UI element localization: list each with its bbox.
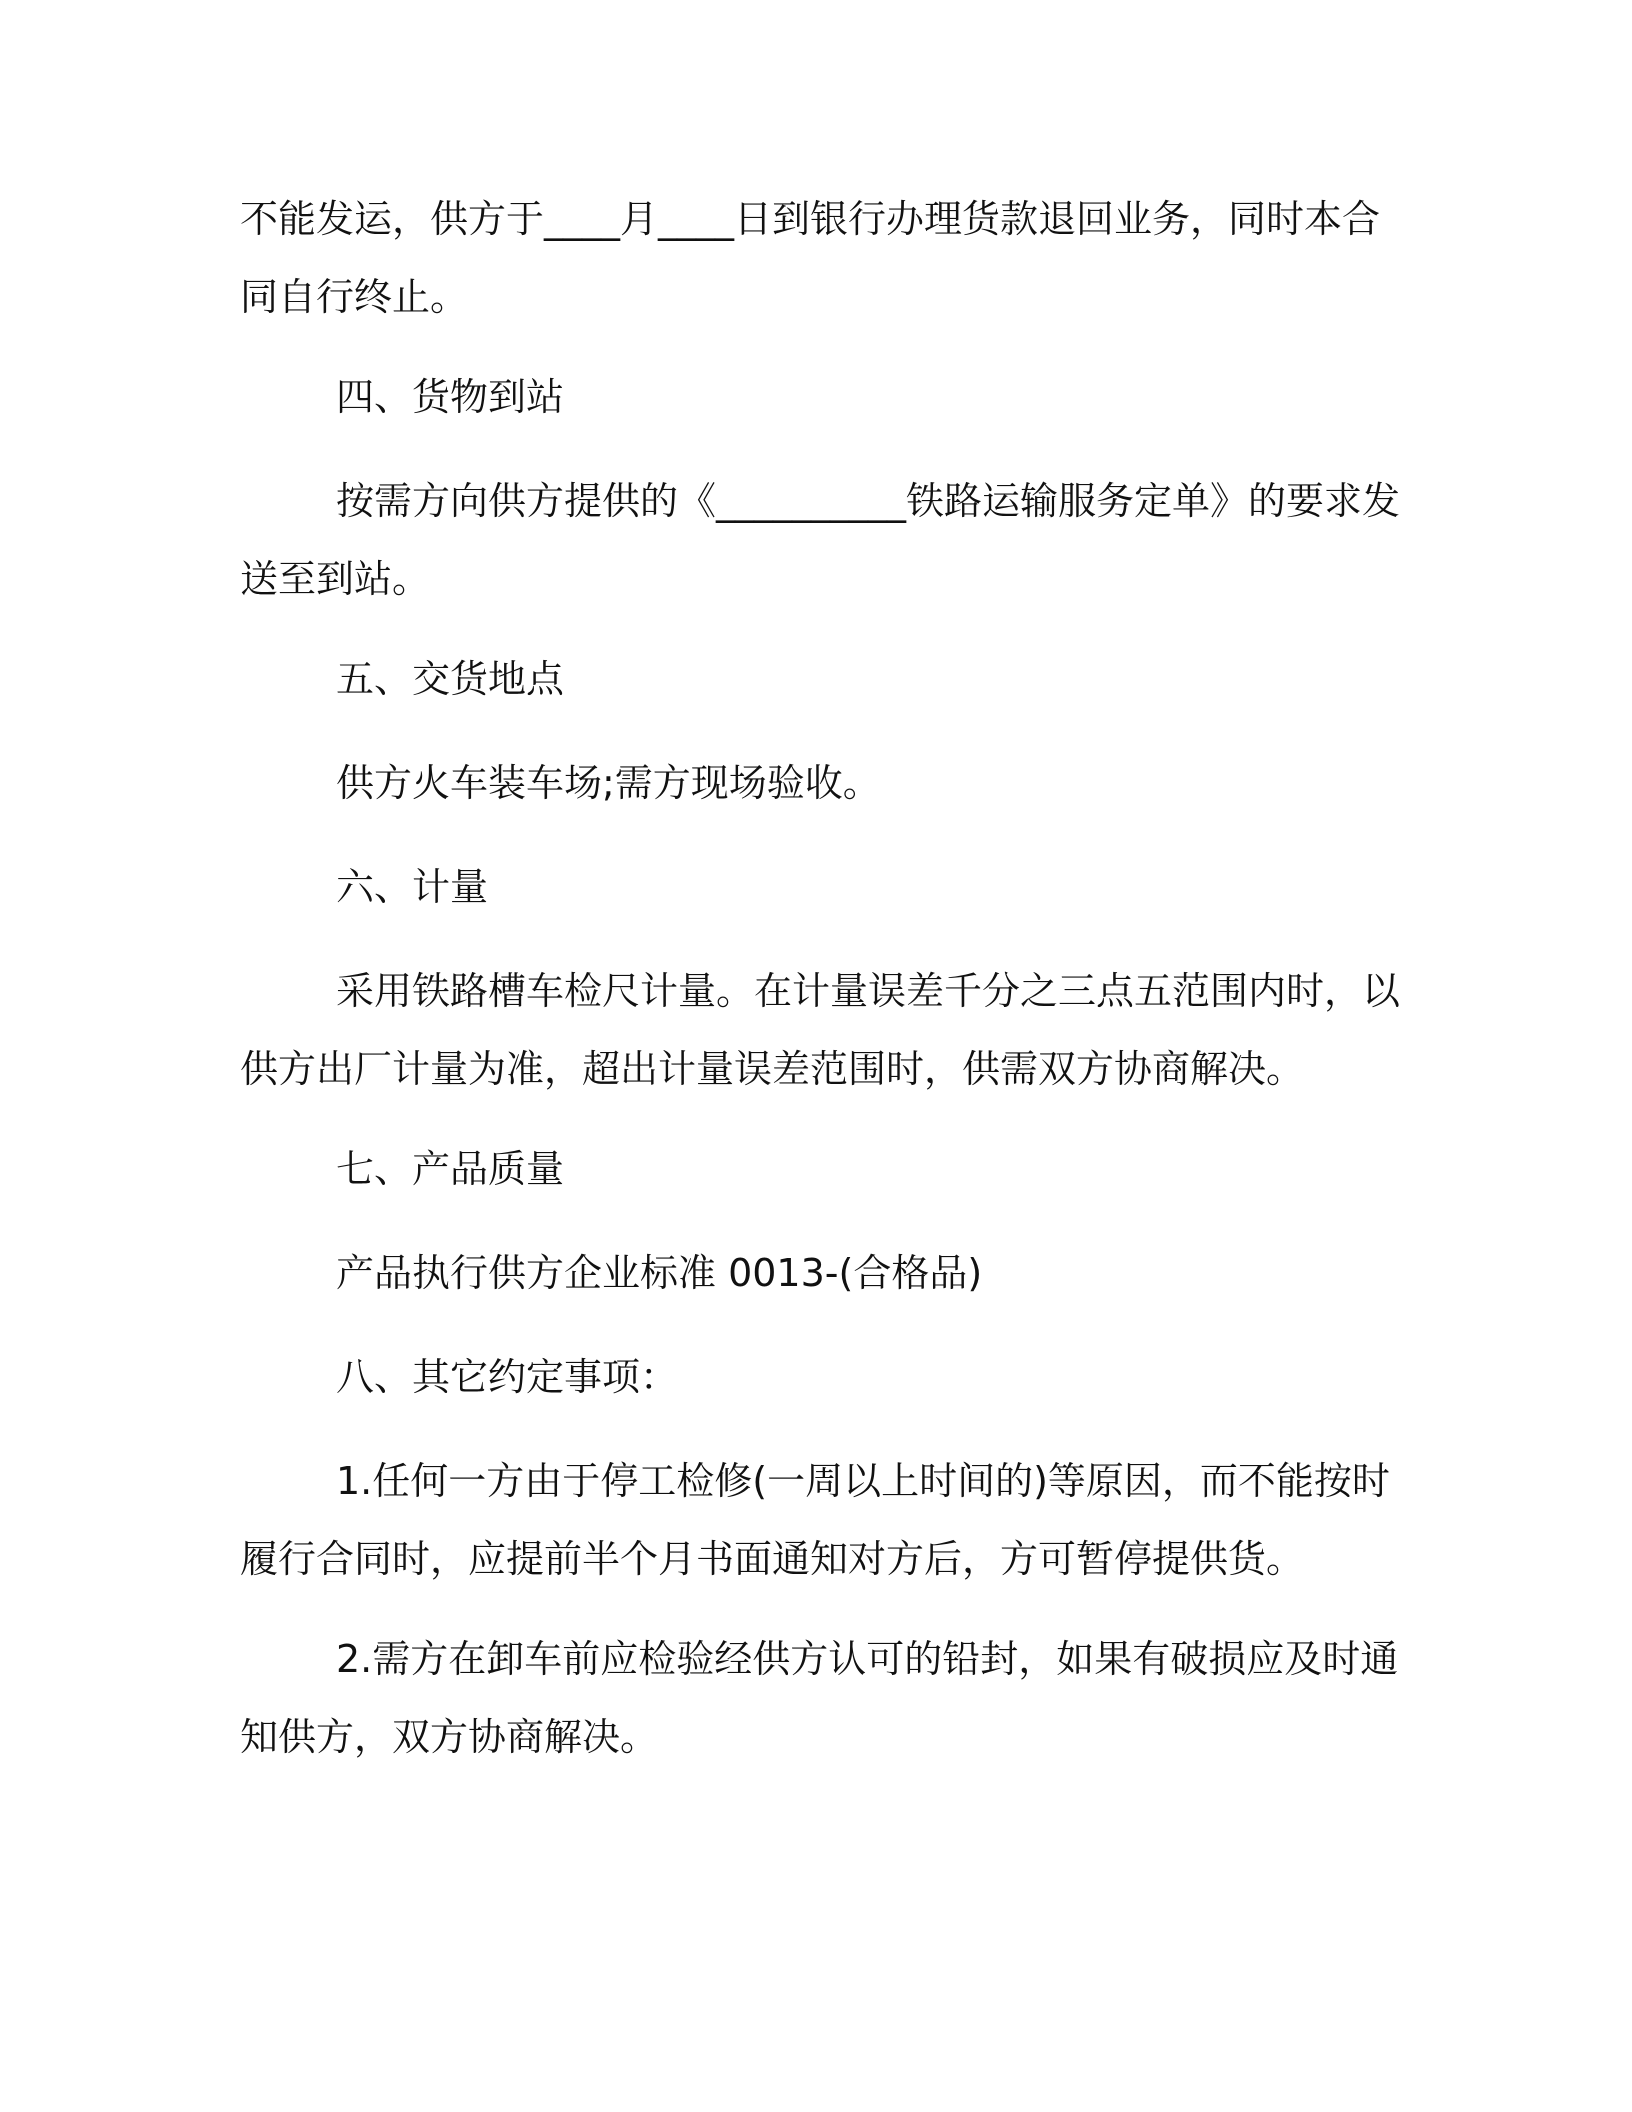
paragraph-term-1: 1.任何一方由于停工检修(一周以上时间的)等原因，而不能按时履行合同时，应提前半个月书面通知对方后，方可暂停提供货。 xyxy=(240,1459,1390,1581)
paragraph-term-2: 2.需方在卸车前应检验经供方认可的铅封，如果有破损应及时通知供方，双方协商解决。 xyxy=(240,1637,1399,1759)
paragraph-delivery-place: 供方火车装车场;需方现场验收。 xyxy=(336,761,881,805)
heading-section-5-delivery-place: 五、交货地点 xyxy=(336,657,565,701)
paragraph-arrival-station: 按需方向供方提供的《__________铁路运输服务定单》的要求发送至到站。 xyxy=(240,479,1401,601)
heading-section-4-arrival-station: 四、货物到站 xyxy=(336,375,565,419)
heading-section-6-metering: 六、计量 xyxy=(336,865,489,909)
heading-section-7-product-quality: 七、产品质量 xyxy=(336,1147,565,1191)
paragraph-metering: 采用铁路槽车检尺计量。在计量误差千分之三点五范围内时，以供方出厂计量为准，超出计量误差范围时，供需双方协商解决。 xyxy=(240,969,1401,1091)
paragraph-product-quality: 产品执行供方企业标准 0013-(合格品) xyxy=(336,1251,983,1295)
paragraph-goods-refund-clause: 不能发运，供方于____月____日到银行办理货款退回业务，同时本合同自行终止。 xyxy=(240,197,1381,319)
heading-section-8-other-terms: 八、其它约定事项： xyxy=(336,1355,679,1399)
